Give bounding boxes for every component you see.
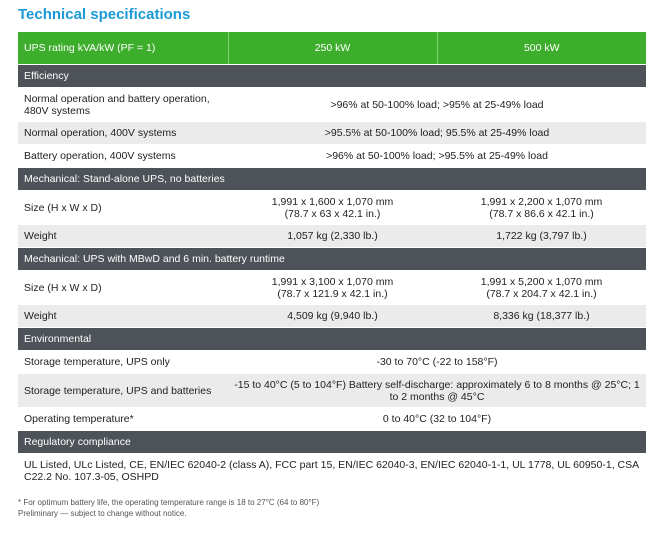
section-row	[18, 248, 646, 271]
row-label: Size (H x W x D)	[18, 191, 228, 225]
table-header-row	[18, 32, 646, 65]
row-label: Battery operation, 400V systems	[18, 145, 228, 168]
row-label: Weight	[18, 305, 228, 328]
table-row	[18, 271, 646, 305]
section-row	[18, 65, 646, 88]
footnote-preliminary: Preliminary — subject to change without notice.	[18, 509, 187, 518]
table-row	[18, 191, 646, 225]
section-mech-mbwd: Mechanical: UPS with MBwD and 6 min. battery runtime	[18, 248, 646, 271]
table-row	[18, 145, 646, 168]
section-row	[18, 168, 646, 191]
regulatory-text: UL Listed, ULc Listed, CE, EN/IEC 62040-2 (class A), FCC part 15, EN/IEC 62040-3, EN/IEC 62040-1-1, UL 1778, UL 60950-1, CSA C22.2 No. 107.3-05, OSHPD	[18, 454, 646, 488]
section-mech-standalone: Mechanical: Stand-alone UPS, no batteries	[18, 168, 646, 191]
size-250kw: 1,991 x 1,600 x 1,070 mm (78.7 x 63 x 42.1 in.)	[228, 191, 437, 225]
size-250kw: 1,991 x 3,100 x 1,070 mm (78.7 x 121.9 x 42.1 in.)	[228, 271, 437, 305]
header-label: UPS rating kVA/kW (PF = 1)	[18, 32, 228, 65]
weight-250kw: 1,057 kg (2,330 lb.)	[228, 225, 437, 248]
row-value: -15 to 40°C (5 to 104°F) Battery self-discharge: approximately 6 to 8 months @ 25°C; 1 to 2 months @ 45°C	[228, 374, 646, 408]
row-value: 0 to 40°C (32 to 104°F)	[228, 408, 646, 431]
weight-250kw: 4,509 kg (9,940 lb.)	[228, 305, 437, 328]
spec-table	[18, 32, 646, 488]
size-500kw: 1,991 x 5,200 x 1,070 mm (78.7 x 204.7 x 42.1 in.)	[437, 271, 646, 305]
row-label: Storage temperature, UPS and batteries	[18, 374, 228, 408]
section-efficiency: Efficiency	[18, 65, 646, 88]
table-row	[18, 88, 646, 122]
header-500kw: 500 kW	[437, 32, 646, 65]
row-label: Size (H x W x D)	[18, 271, 228, 305]
table-row	[18, 305, 646, 328]
row-value: >95.5% at 50-100% load; 95.5% at 25-49% load	[228, 122, 646, 145]
table-row	[18, 225, 646, 248]
table-row	[18, 122, 646, 145]
header-250kw: 250 kW	[228, 32, 437, 65]
row-label: Normal operation and battery operation, 480V systems	[18, 88, 228, 122]
weight-500kw: 1,722 kg (3,797 lb.)	[437, 225, 646, 248]
section-row	[18, 431, 646, 454]
row-value: -30 to 70°C (-22 to 158°F)	[228, 351, 646, 374]
row-label: Weight	[18, 225, 228, 248]
row-label: Normal operation, 400V systems	[18, 122, 228, 145]
table-row	[18, 374, 646, 408]
row-value: >96% at 50-100% load; >95.5% at 25-49% load	[228, 145, 646, 168]
row-value: >96% at 50-100% load; >95% at 25-49% load	[228, 88, 646, 122]
row-label: Operating temperature*	[18, 408, 228, 431]
table-row	[18, 408, 646, 431]
table-row	[18, 454, 646, 488]
row-label: Storage temperature, UPS only	[18, 351, 228, 374]
footnote-temperature: * For optimum battery life, the operating temperature range is 18 to 27°C (64 to 80°F)	[18, 498, 320, 507]
table-row	[18, 351, 646, 374]
footnotes	[18, 497, 319, 519]
section-row	[18, 328, 646, 351]
section-environmental: Environmental	[18, 328, 646, 351]
size-500kw: 1,991 x 2,200 x 1,070 mm (78.7 x 86.6 x 42.1 in.)	[437, 191, 646, 225]
section-regulatory: Regulatory compliance	[18, 431, 646, 454]
weight-500kw: 8,336 kg (18,377 lb.)	[437, 305, 646, 328]
page-title: Technical specifications	[18, 6, 191, 23]
